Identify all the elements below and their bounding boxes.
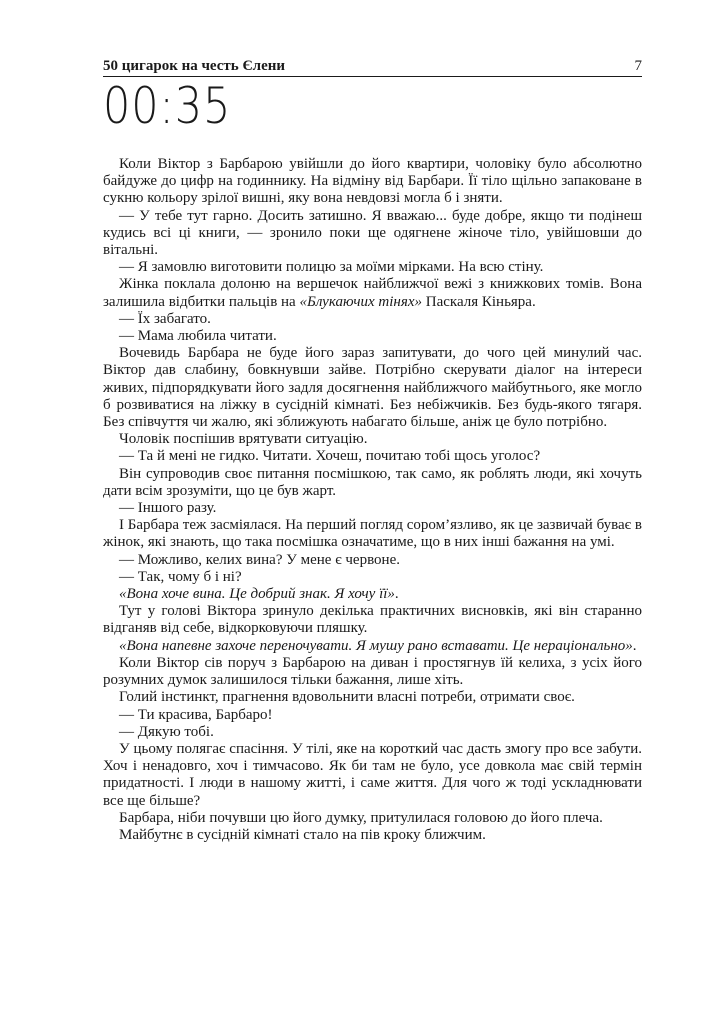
paragraph: У цьому полягає спасіння. У тілі, яке на короткий час дасть змогу про все забути. Хоч і ненадовго, хоч і тимчасово. Як би там не було, усе довкола має свій термін придатності. І люди в нашому житті, і саме життя. Для чого ж тоді ускладнювати все ще більше? — [103, 740, 642, 809]
text-run: Паскаля Кіньяра. — [421, 293, 536, 310]
paragraph: Чоловік поспішив врятувати ситуацію. — [119, 431, 368, 448]
dialogue-line: — Їх забагато. — [119, 310, 211, 327]
inner-thought — [103, 638, 642, 655]
book-title-citation: «Блукаючих тінях» — [299, 293, 422, 310]
text-run: . — [632, 637, 637, 654]
paragraph: Тут у голові Віктора зринуло декілька практичних висновків, які він старанно відганяв від себе, відкорковуючи пляшку. — [103, 603, 642, 637]
chapter-title: 00:35 — [103, 77, 232, 135]
inner-thought — [103, 586, 642, 603]
paragraph: І Барбара теж засміялася. На перший погляд сором’язливо, як це зазвичай буває в жінок, які знають, що така посмішка означатиме, що в них інші бажання на умі. — [103, 517, 642, 551]
paragraph: Він супроводив своє питання посмішкою, так само, як роблять люди, які хочуть дати всім зрозуміти, що це був жарт. — [103, 465, 642, 499]
dialogue-line: — Можливо, келих вина? У мене є червоне. — [119, 551, 400, 568]
paragraph: Коли Віктор сів поруч з Барбарою на диван і простягнув їй келиха, з усіх його розумних думок залишилося тільки бажання, лише хіть. — [103, 654, 642, 689]
paragraph: Вочевидь Барбара не буде його зараз запитувати, до чого цей минулий час. Віктор дав слабину, бовкнувши зайве. Потрібно скерувати діалог на інтереси живих, підпорядкувати його задля досягнення найближчого майбутнього, яке могло б розвиватися на ліжку в сусідній кімнаті. Без небіжчиків. Без будь-якого тягаря. Без співчуття чи жалю, які зближують набагато більше, аніж це було потрібно. — [103, 345, 642, 431]
paragraph: Коли Віктор з Барбарою увійшли до його квартири, чоловіку було абсолютно байдуже до цифр на годиннику. На відміну від Барбари. Її тіло щільно запаковане в сукню кольору зрілої вишні, яку вона невдовзі могла б і зняти. — [103, 156, 642, 207]
paragraph — [103, 276, 642, 310]
paragraph: Барбара, ніби почувши цю його думку, притулилася головою до його плеча. — [119, 809, 603, 826]
dialogue-line: — Ти красива, Барбаро! — [119, 706, 273, 723]
dialogue-line: — Я замовлю виготовити полицю за моїми мірками. На всю стіну. — [119, 259, 544, 276]
chapter-body — [103, 156, 642, 844]
text-run: Жінка поклала долоню на вершечок найближчої вежі з книжкових томів. Вона залишила відбитки пальців на — [103, 276, 642, 310]
running-title: 50 цигарок на честь Єлени — [103, 58, 286, 74]
dialogue-line: — Та й мені не гидко. Читати. Хочеш, почитаю тобі щось уголос? — [119, 448, 541, 465]
thought-text: «Вона хоче вина. Це добрий знак. Я хочу її» — [119, 586, 395, 603]
dialogue-line: — У тебе тут гарно. Досить затишно. Я вважаю... буде добре, якщо ти подінеш кудись всі ці книги, — зронило поки ще одягнене жіноче тіло, увійшовши до вітальні. — [103, 207, 642, 259]
dialogue-line: — Так, чому б і ні? — [119, 568, 242, 585]
paragraph: Голий інстинкт, прагнення вдовольнити власні потреби, отримати своє. — [119, 689, 575, 706]
dialogue-line: — Іншого разу. — [119, 500, 217, 517]
thought-text: «Вона напевне захоче переночувати. Я мушу рано вставати. Це нераціонально» — [119, 637, 633, 654]
paragraph: Майбутнє в сусідній кімнаті стало на пів кроку ближчим. — [119, 826, 486, 843]
dialogue-line: — Дякую тобі. — [119, 723, 214, 740]
text-run: . — [394, 586, 399, 603]
page-number: 7 — [634, 58, 642, 74]
dialogue-line: — Мама любила читати. — [119, 328, 277, 345]
running-header — [103, 58, 642, 77]
